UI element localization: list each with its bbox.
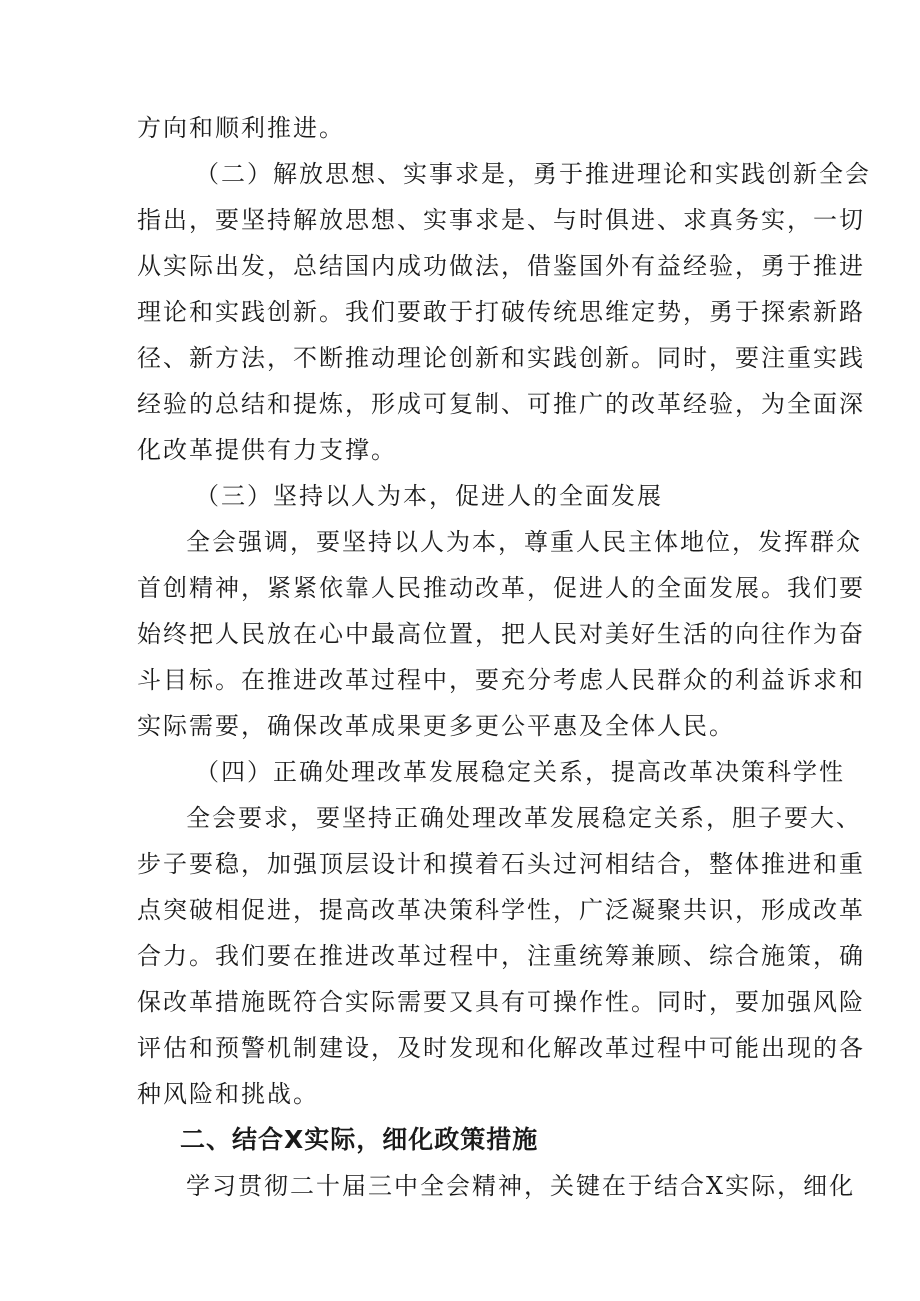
text-line: 保改革措施既符合实际需要又具有可操作性。同时，要加强风险 xyxy=(137,988,865,1016)
text-line: 评估和预警机制建设，及时发现和化解改革过程中可能出现的各 xyxy=(137,1034,865,1062)
text-line: 始终把人民放在心中最高位置，把人民对美好生活的向往作为奋 xyxy=(137,620,865,648)
text-line: 首创精神，紧紧依靠人民推动改革，促进人的全面发展。我们要 xyxy=(137,574,865,602)
text-line: 斗目标。在推进改革过程中，要充分考虑人民群众的利益诉求和 xyxy=(137,666,865,694)
subheading-4: （四）正确处理改革发展稳定关系，提高改革决策科学性 xyxy=(195,758,845,786)
text-line: 实际需要，确保改革成果更多更公平惠及全体人民。 xyxy=(137,712,735,740)
text-line: 理论和实践创新。我们要敢于打破传统思维定势，勇于探索新路 xyxy=(137,298,865,326)
text-line: 径、新方法，不断推动理论创新和实践创新。同时，要注重实践 xyxy=(137,344,865,372)
paragraph-start: 全会强调，要坚持以人为本，尊重人民主体地位，发挥群众 xyxy=(186,528,862,556)
text-line: 从实际出发，总结国内成功做法，借鉴国外有益经验，勇于推进 xyxy=(137,252,865,280)
paragraph-start: 学习贯彻二十届三中全会精神，关键在于结合X实际，细化 xyxy=(186,1172,856,1200)
subheading-3: （三）坚持以人为本，促进人的全面发展 xyxy=(195,482,663,510)
text-line: 点突破相促进，提高改革决策科学性，广泛凝聚共识，形成改革 xyxy=(137,896,865,924)
section-heading: 二、结合X实际，细化政策措施 xyxy=(180,1125,539,1154)
text-line: 方向和顺利推进。 xyxy=(137,114,345,142)
text-line: 步子要稳，加强顶层设计和摸着石头过河相结合，整体推进和重 xyxy=(137,850,865,878)
text-line: 种风险和挑战。 xyxy=(137,1080,319,1108)
text-line: 化改革提供有力支撑。 xyxy=(137,436,397,464)
paragraph-start: 全会要求，要坚持正确处理改革发展稳定关系，胆子要大、 xyxy=(186,804,862,832)
text-line: 经验的总结和提炼，形成可复制、可推广的改革经验，为全面深 xyxy=(137,390,865,418)
text-line: 指出，要坚持解放思想、实事求是、与时俱进、求真务实，一切 xyxy=(137,206,865,234)
text-line: 合力。我们要在推进改革过程中，注重统筹兼顾、综合施策，确 xyxy=(137,942,865,970)
subheading-2: （二）解放思想、实事求是，勇于推进理论和实践创新全会 xyxy=(195,160,871,188)
